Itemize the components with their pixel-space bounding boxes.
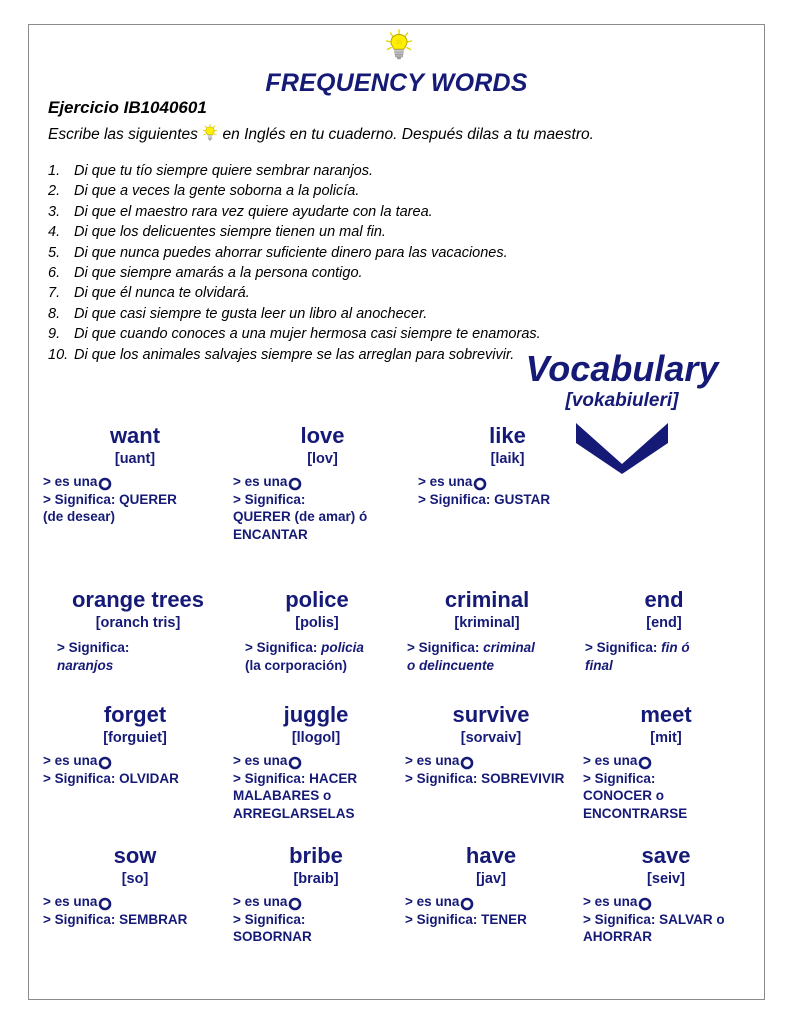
definition-line <box>233 473 412 491</box>
vocabulary-definition <box>418 473 597 508</box>
vocabulary-word: police <box>285 587 349 612</box>
vocabulary-phonetic: [laik] <box>490 451 525 467</box>
vocabulary-title: Vocabulary <box>525 348 719 389</box>
definition-text: SOBORNAR <box>233 929 312 944</box>
vocabulary-word: criminal <box>444 587 530 612</box>
answer-blank-circle-icon[interactable] <box>473 475 487 492</box>
definition-line <box>407 639 573 657</box>
vocabulary-row <box>43 423 755 543</box>
answer-blank-circle-icon[interactable] <box>288 895 302 912</box>
vocabulary-entry <box>43 423 233 543</box>
answer-blank-circle-icon[interactable] <box>460 895 474 912</box>
vocabulary-definition <box>233 752 399 822</box>
vocabulary-definition <box>43 752 227 787</box>
definition-text: > Significa: SEMBRAR <box>43 911 188 927</box>
definition-line <box>233 752 399 770</box>
definition-text: ENCANTAR <box>233 526 308 542</box>
vocabulary-entry <box>239 587 401 674</box>
definition-text: > es una <box>233 753 288 768</box>
vocabulary-word: save <box>641 843 691 868</box>
sentence-item <box>48 263 728 283</box>
vocabulary-definition <box>583 893 749 946</box>
definition-line <box>405 752 577 770</box>
definition-line <box>233 787 399 805</box>
vocabulary-entry <box>233 423 418 543</box>
vocabulary-word: meet <box>640 702 692 727</box>
vocabulary-word: bribe <box>289 843 343 868</box>
vocabulary-entry <box>43 587 239 674</box>
vocabulary-definition <box>579 639 749 674</box>
answer-blank-circle-icon[interactable] <box>98 475 112 492</box>
definition-line <box>233 491 412 509</box>
vocabulary-word: orange trees <box>71 587 205 612</box>
definition-line <box>43 473 227 491</box>
vocabulary-entry <box>233 702 405 822</box>
definition-line <box>43 752 227 770</box>
definition-text: > Significa: GUSTAR <box>418 491 551 507</box>
definition-text: (de desear) <box>43 509 116 524</box>
vocabulary-word: love <box>300 423 345 448</box>
definition-line <box>583 928 749 946</box>
definition-text: > Significa: <box>583 770 656 786</box>
definition-line <box>245 657 395 675</box>
definition-text: > Significa: SALVAR o <box>583 911 725 927</box>
definition-line <box>43 491 227 509</box>
definition-line <box>233 911 399 929</box>
definition-line <box>583 893 749 911</box>
sentence-text: Di que los delicuentes siempre tienen un mal fin. <box>74 224 386 241</box>
vocabulary-phonetic: [forguiet] <box>103 730 167 746</box>
definition-line <box>233 928 399 946</box>
vocabulary-word: like <box>489 423 526 448</box>
definition-text: > es una <box>583 753 638 768</box>
definition-emphasis: fin ó <box>661 640 690 655</box>
instruction-text-after: en Inglés en tu cuaderno. Después dilas a tu maestro. <box>222 126 594 143</box>
definition-text: MALABARES o <box>233 788 332 803</box>
sentence-item <box>48 161 728 181</box>
definition-emphasis: final <box>585 657 613 673</box>
vocabulary-word: want <box>109 423 161 448</box>
sentence-item <box>48 283 728 303</box>
definition-line <box>43 508 227 526</box>
sentence-number: 6. <box>48 265 61 282</box>
sentence-number: 8. <box>48 305 61 322</box>
definition-text: > es una <box>233 894 288 909</box>
page-title: FREQUENCY WORDS <box>265 69 528 97</box>
definition-line <box>585 657 749 675</box>
vocabulary-phonetic: [uant] <box>114 451 156 467</box>
definition-line <box>57 657 233 675</box>
vocabulary-entry <box>233 843 405 946</box>
definition-text: > Significa: SOBREVIVIR <box>405 770 565 786</box>
vocabulary-definition <box>43 473 227 526</box>
vocabulary-phonetic: [jav] <box>476 871 506 887</box>
vocabulary-word: sow <box>113 843 157 868</box>
definition-text: (la corporación) <box>245 657 348 673</box>
sentence-number: 5. <box>48 244 61 261</box>
sentence-item <box>48 324 728 344</box>
vocabulary-phonetic: [oranch tris] <box>95 615 181 631</box>
vocabulary-entry <box>401 587 579 674</box>
vocabulary-phonetic: [seiv] <box>647 871 685 887</box>
definition-line <box>418 473 597 491</box>
definition-emphasis: criminal <box>483 640 535 655</box>
definition-line <box>407 657 573 675</box>
definition-emphasis: policia <box>321 640 364 655</box>
sentence-text: Di que nunca puedes ahorrar suficiente dinero para las vacaciones. <box>74 244 508 261</box>
instruction-line <box>48 123 594 144</box>
answer-blank-circle-icon[interactable] <box>288 475 302 492</box>
definition-line <box>583 787 749 805</box>
sentence-item <box>48 243 728 263</box>
sentence-number: 7. <box>48 285 61 302</box>
definition-line <box>418 491 597 509</box>
vocabulary-entry <box>405 843 583 946</box>
sentence-text: Di que el maestro rara vez quiere ayudarte con la tarea. <box>74 203 433 220</box>
definition-text: > Significa: <box>407 640 484 655</box>
definition-line <box>43 893 227 911</box>
vocabulary-word: forget <box>103 702 167 727</box>
answer-blank-circle-icon[interactable] <box>638 895 652 912</box>
definition-line <box>583 805 749 823</box>
answer-blank-circle-icon[interactable] <box>288 754 302 771</box>
sentence-item <box>48 181 728 201</box>
sentence-item <box>48 222 728 242</box>
definition-line <box>233 508 412 526</box>
vocabulary-phonetic: [end] <box>646 615 682 631</box>
definition-line <box>405 911 577 929</box>
definition-text: > Significa: QUERER <box>43 491 177 507</box>
definition-text: > Significa: TENER <box>405 911 527 927</box>
definition-text: > Significa: HACER <box>233 770 358 786</box>
lightbulb-icon-inline <box>202 123 218 143</box>
definition-text: > Significa: <box>57 640 130 655</box>
definition-line <box>233 893 399 911</box>
vocabulary-phonetic: [lov] <box>307 451 338 467</box>
definition-text: > Significa: <box>245 640 322 655</box>
definition-line <box>233 526 412 544</box>
sentence-number: 1. <box>48 163 61 179</box>
definition-line <box>583 770 749 788</box>
definition-emphasis: naranjos <box>57 657 114 673</box>
exercise-code: Ejercicio IB1040601 <box>48 98 207 117</box>
vocabulary-row <box>43 587 755 674</box>
vocabulary-phonetic: [polis] <box>295 615 339 631</box>
definition-text: > es una <box>418 474 473 489</box>
vocabulary-phonetic: [llogol] <box>291 730 341 746</box>
sentence-number: 10. <box>48 346 69 363</box>
vocabulary-word: survive <box>452 702 530 727</box>
vocabulary-definition <box>405 893 577 928</box>
vocabulary-row <box>43 702 755 822</box>
answer-blank-circle-icon[interactable] <box>638 754 652 771</box>
vocabulary-definition <box>233 893 399 946</box>
lightbulb-icon-header <box>378 29 420 64</box>
sentence-number: 3. <box>48 203 61 220</box>
definition-text: AHORRAR <box>583 929 652 944</box>
vocabulary-word: end <box>644 587 684 612</box>
vocabulary-definition <box>401 639 573 674</box>
definition-text: > es una <box>405 753 460 768</box>
definition-text: > Significa: <box>233 491 306 507</box>
sentence-item <box>48 304 728 324</box>
vocabulary-entry <box>579 587 755 674</box>
definition-text: > Significa: <box>233 911 306 927</box>
definition-line <box>405 893 577 911</box>
sentence-text: Di que cuando conoces a una mujer hermosa casi siempre te enamoras. <box>74 326 541 343</box>
sentence-text: Di que tu tío siempre quiere sembrar naranjos. <box>74 163 374 179</box>
vocabulary-phonetic: [mit] <box>650 730 682 746</box>
definition-text: > es una <box>583 894 638 909</box>
vocabulary-word: juggle <box>283 702 349 727</box>
vocabulary-definition <box>405 752 577 787</box>
sentence-text: Di que los animales salvajes siempre se las arreglan para sobrevivir. <box>74 346 515 363</box>
vocabulary-phonetic: [kriminal] <box>454 615 520 631</box>
definition-line <box>43 911 227 929</box>
definition-emphasis: o delincuente <box>407 657 495 673</box>
vocabulary-phonetic: [vokabiuleri] <box>565 390 679 411</box>
vocabulary-entry <box>583 702 755 822</box>
vocabulary-definition <box>43 893 227 928</box>
definition-line <box>583 752 749 770</box>
definition-line <box>57 639 233 657</box>
instruction-text-before: Escribe las siguientes <box>48 126 198 143</box>
definition-text: > es una <box>43 474 98 489</box>
sentence-number: 2. <box>48 183 61 200</box>
sentence-number: 9. <box>48 326 61 343</box>
sentence-text: Di que él nunca te olvidará. <box>74 285 250 302</box>
definition-text: > es una <box>43 894 98 909</box>
definition-text: > Significa: OLVIDAR <box>43 770 179 786</box>
definition-line <box>43 770 227 788</box>
definition-text: ARREGLARSELAS <box>233 805 355 821</box>
definition-text: > es una <box>43 753 98 768</box>
sentence-item <box>48 202 728 222</box>
definition-text: ENCONTRARSE <box>583 805 688 821</box>
answer-blank-circle-icon[interactable] <box>460 754 474 771</box>
definition-text: QUERER (de amar) ó <box>233 509 368 524</box>
definition-line <box>233 805 399 823</box>
definition-line <box>405 770 577 788</box>
vocabulary-definition <box>583 752 749 822</box>
definition-text: > es una <box>233 474 288 489</box>
answer-blank-circle-icon[interactable] <box>98 895 112 912</box>
answer-blank-circle-icon[interactable] <box>98 754 112 771</box>
vocabulary-phonetic: [so] <box>121 871 149 887</box>
worksheet-page <box>28 24 765 1000</box>
definition-text: > es una <box>405 894 460 909</box>
definition-text: > Significa: <box>585 640 662 655</box>
sentence-number: 4. <box>48 224 61 241</box>
definition-line <box>583 911 749 929</box>
vocabulary-entry <box>43 843 233 946</box>
vocabulary-phonetic: [sorvaiv] <box>460 730 522 746</box>
definition-line <box>233 770 399 788</box>
vocabulary-phonetic: [braib] <box>293 871 339 887</box>
vocabulary-word: have <box>465 843 517 868</box>
vocabulary-definition <box>239 639 395 674</box>
vocabulary-entry <box>418 423 603 543</box>
sentence-list <box>48 161 728 365</box>
definition-line <box>585 639 749 657</box>
vocabulary-entry <box>583 843 755 946</box>
vocabulary-entry <box>405 702 583 822</box>
sentence-text: Di que casi siempre te gusta leer un libro al anochecer. <box>74 305 428 322</box>
definition-text: CONOCER o <box>583 788 664 803</box>
vocabulary-definition <box>43 639 233 674</box>
vocabulary-definition <box>233 473 412 543</box>
definition-line <box>245 639 395 657</box>
sentence-text: Di que siempre amarás a la persona contigo. <box>74 265 363 282</box>
vocabulary-row <box>43 843 755 946</box>
vocabulary-entry <box>43 702 233 822</box>
sentence-text: Di que a veces la gente soborna a la policía. <box>74 183 360 200</box>
